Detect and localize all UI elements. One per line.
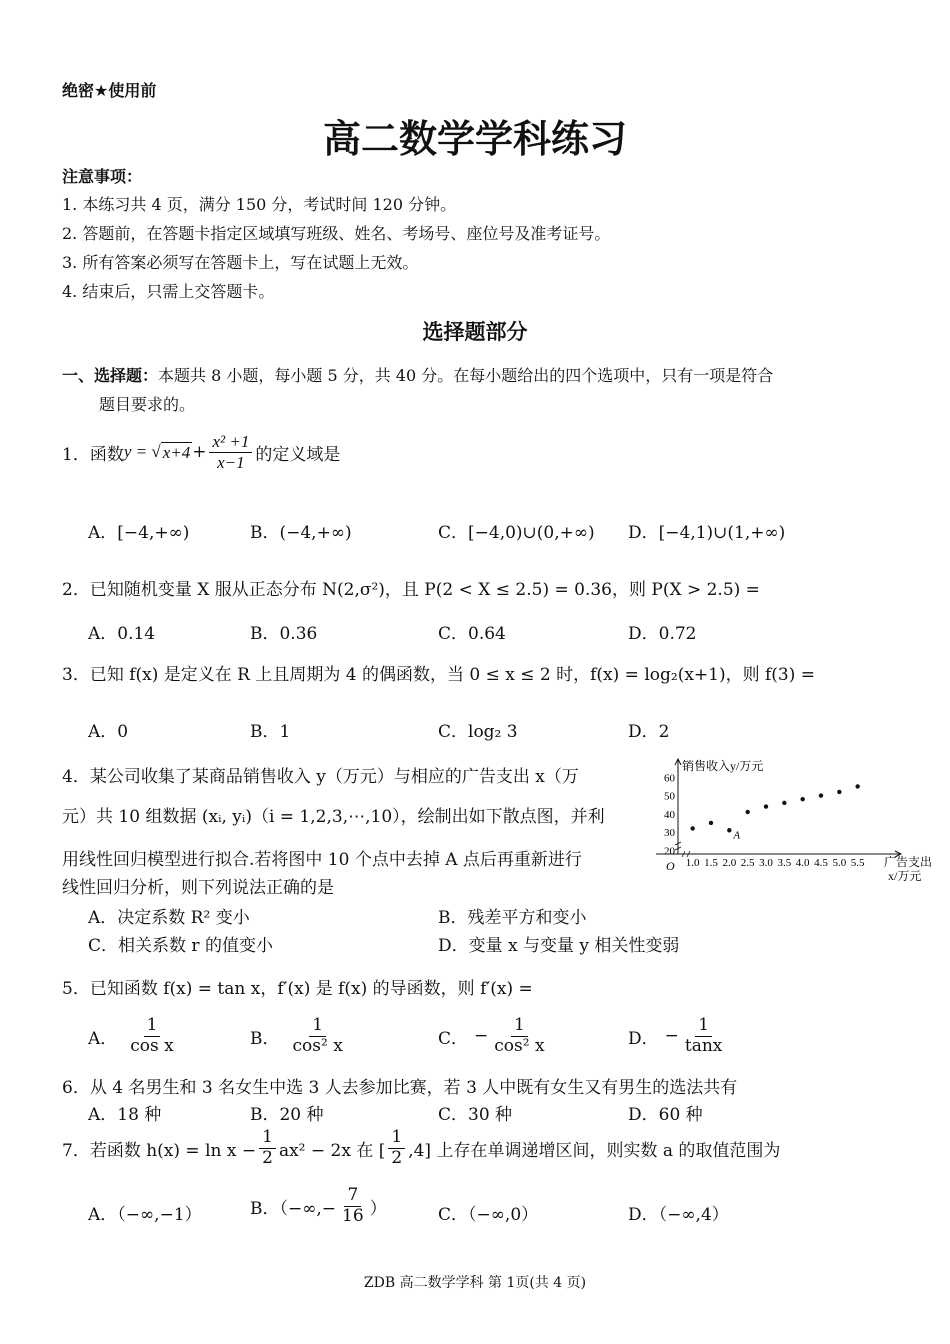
question-4-line-3: 用线性回归模型进行拟合.若将图中 10 个点中去掉 A 点后再重新进行 <box>62 850 582 870</box>
q7-option-c: C．（−∞,0） <box>438 1205 539 1225</box>
page-title: 高二数学学科练习 <box>322 117 627 161</box>
q1-prefix: 1．函数 <box>62 444 124 465</box>
data-point <box>727 828 731 832</box>
y-tick-label: 20 <box>664 845 675 858</box>
q5-option-c-label: C． <box>438 1028 469 1049</box>
data-point <box>855 784 859 788</box>
q4-option-b: B．残差平方和变小 <box>438 908 587 928</box>
note-2: 2. 答题前，在答题卡指定区域填写班级、姓名、考场号、座位号及准考证号。 <box>62 224 611 243</box>
question-1 <box>62 432 340 472</box>
q5-option-a-den: cos x <box>130 1035 174 1056</box>
data-point <box>690 826 694 830</box>
data-point <box>819 793 823 797</box>
q5-option-c-sign: − <box>474 1026 489 1047</box>
q7-option-b-post: ） <box>369 1198 387 1219</box>
q7-prefix: 7．若函数 h(x) = ln x − <box>62 1140 257 1161</box>
x-tick-label: 1.0 <box>685 857 700 869</box>
q2-option-c: C．0.64 <box>438 624 506 644</box>
q1-denominator: x−1 <box>217 452 245 472</box>
q5-option-d <box>628 1016 728 1056</box>
q7-interval-den: 2 <box>391 1147 403 1168</box>
data-point <box>782 801 786 805</box>
section-intro-line1: 本题共 8 小题，每小题 5 分，共 40 分。在每小题给出的四个选项中，只有一项是符合 <box>158 366 774 385</box>
q3-option-b: B．1 <box>250 722 291 742</box>
q5-option-a-label: A． <box>88 1028 118 1049</box>
data-point <box>764 804 768 808</box>
data-point <box>709 821 713 825</box>
q3-option-d: D．2 <box>628 722 670 742</box>
section-intro <box>62 363 773 386</box>
q7-interval-fraction <box>388 1128 405 1168</box>
q5-option-b-label: B． <box>250 1028 280 1049</box>
q5-option-b-fraction <box>290 1016 346 1056</box>
note-3: 3. 所有答案必须写在答题卡上，写在试题上无效。 <box>62 253 419 272</box>
q1-suffix: 的定义域是 <box>255 444 341 465</box>
q6-option-d: D．60 种 <box>628 1105 703 1125</box>
section-title: 选择题部分 <box>422 320 528 344</box>
q1-option-b: B．(−4,+∞) <box>250 523 352 543</box>
y-tick-label: 40 <box>664 808 675 821</box>
q5-option-a-fraction <box>127 1016 176 1056</box>
q1-plus: + <box>192 442 207 463</box>
x-tick-label: 5.5 <box>850 857 865 869</box>
data-point <box>745 810 749 814</box>
x-tick-label: 4.5 <box>814 857 828 869</box>
q5-option-a-num: 1 <box>144 1016 161 1037</box>
q2-option-d: D．0.72 <box>628 624 697 644</box>
q7-middle: ax² − 2x 在 [ <box>278 1140 386 1161</box>
q6-option-b: B．20 种 <box>250 1105 324 1125</box>
point-a-label: A <box>733 829 741 842</box>
origin-label: O <box>666 859 675 873</box>
note-1: 1. 本练习共 4 页，满分 150 分，考试时间 120 分钟。 <box>62 195 457 214</box>
q5-option-d-sign: − <box>664 1026 679 1047</box>
q7-option-b <box>250 1186 387 1226</box>
question-4-line-2: 元）共 10 组数据 (xᵢ, yᵢ)（i = 1,2,3,⋯,10），绘制出如下散点图，并利 <box>62 807 605 827</box>
q6-option-a: A．18 种 <box>88 1105 162 1125</box>
q4-option-d: D．变量 x 与变量 y 相关性变弱 <box>438 936 680 956</box>
y-tick-label: 60 <box>664 772 675 785</box>
q7-option-d: D．（−∞,4） <box>628 1205 729 1225</box>
question-5: 5．已知函数 f(x) = tan x，f′(x) 是 f(x) 的导函数，则 f′(x) = <box>62 979 533 999</box>
q5-option-d-fraction <box>682 1016 726 1056</box>
question-7 <box>62 1128 780 1168</box>
q5-option-c-num: 1 <box>511 1016 528 1037</box>
q7-half-num: 1 <box>259 1128 276 1149</box>
y-tick-label: 30 <box>664 827 675 840</box>
q7-option-b-den: 16 <box>342 1205 364 1226</box>
q4-option-c: C．相关系数 r 的值变小 <box>88 936 273 956</box>
section-intro-label: 一、选择题： <box>62 366 159 385</box>
q7-half-den: 2 <box>262 1147 273 1168</box>
q7-option-a: A．（−∞,−1） <box>88 1205 202 1225</box>
q2-option-a: A．0.14 <box>88 624 156 644</box>
q1-fraction <box>209 432 252 472</box>
q5-option-b-den: cos² x <box>292 1035 343 1056</box>
x-tick-label: 4.0 <box>795 857 810 869</box>
note-4: 4. 结束后，只需上交答题卡。 <box>62 282 275 301</box>
q4-option-a: A．决定系数 R² 变小 <box>88 908 250 928</box>
q5-option-b <box>250 1016 349 1056</box>
question-2: 2．已知随机变量 X 服从正态分布 N(2,σ²)，且 P(2 < X ≤ 2.5) = 0.36，则 P(X > 2.5) = <box>62 580 760 600</box>
y-tick-label: 50 <box>664 790 675 803</box>
q2-option-b: B．0.36 <box>250 624 318 644</box>
x-tick-label: 2.0 <box>722 857 737 869</box>
q7-option-b-pre: B．（−∞,− <box>250 1198 337 1219</box>
x-axis-title-2: x/万元 <box>888 869 922 883</box>
notes-heading: 注意事项： <box>62 167 143 186</box>
q1-option-c: C．[−4,0)∪(0,+∞) <box>438 523 595 543</box>
data-point <box>800 797 804 801</box>
question-6: 6．从 4 名男生和 3 名女生中选 3 人去参加比赛，若 3 人中既有女生又有男生的选法共有 <box>62 1078 738 1098</box>
q5-option-c-den: cos² x <box>494 1035 545 1056</box>
q3-option-c: C．log₂ 3 <box>438 722 518 742</box>
q5-option-c-fraction <box>491 1016 547 1056</box>
q7-fraction-half <box>259 1128 276 1168</box>
q1-y: y = √ <box>123 442 161 462</box>
q1-option-a: A．[−4,+∞) <box>88 523 190 543</box>
q5-option-c <box>438 1016 551 1056</box>
q6-option-c: C．30 种 <box>438 1105 513 1125</box>
q7-option-b-num: 7 <box>344 1186 361 1207</box>
q1-option-d: D．[−4,1)∪(1,+∞) <box>628 523 786 543</box>
x-tick-label: 2.5 <box>740 857 755 869</box>
q5-option-b-num: 1 <box>309 1016 326 1037</box>
q5-option-d-label: D． <box>628 1028 659 1049</box>
x-tick-label: 1.5 <box>704 857 718 869</box>
q7-interval-num: 1 <box>388 1128 405 1149</box>
section-intro-line2: 题目要求的。 <box>99 395 196 414</box>
page-footer: ZDB 高二数学学科 第 1页(共 4 页) <box>363 1275 587 1291</box>
q5-option-a <box>88 1016 180 1056</box>
q1-numerator: x² +1 <box>209 432 252 453</box>
q3-option-a: A．0 <box>88 722 129 742</box>
scatter-chart <box>648 756 938 892</box>
data-point <box>837 790 841 794</box>
x-tick-label: 3.5 <box>777 857 792 869</box>
confidential-label: 绝密★使用前 <box>62 81 157 100</box>
q7-option-b-fraction <box>339 1186 367 1226</box>
y-axis-title: 销售收入y/万元 <box>682 759 764 773</box>
q5-option-d-num: 1 <box>695 1016 712 1037</box>
q5-option-d-den: tanx <box>684 1035 723 1056</box>
q7-suffix: ,4] 上存在单调递增区间，则实数 a 的取值范围为 <box>408 1140 781 1161</box>
question-4-line-1: 4．某公司收集了某商品销售收入 y（万元）与相应的广告支出 x（万 <box>62 767 579 787</box>
x-axis-title-1: 广告支出 <box>884 855 933 869</box>
x-tick-label: 3.0 <box>759 857 773 869</box>
question-3: 3．已知 f(x) 是定义在 R 上且周期为 4 的偶函数，当 0 ≤ x ≤ 2 时，f(x) = log₂(x+1)，则 f(3) = <box>62 665 816 685</box>
x-tick-label: 5.0 <box>832 857 847 869</box>
question-4-line-4: 线性回归分析，则下列说法正确的是 <box>62 878 334 898</box>
q1-radicand: x+4 <box>162 442 191 462</box>
